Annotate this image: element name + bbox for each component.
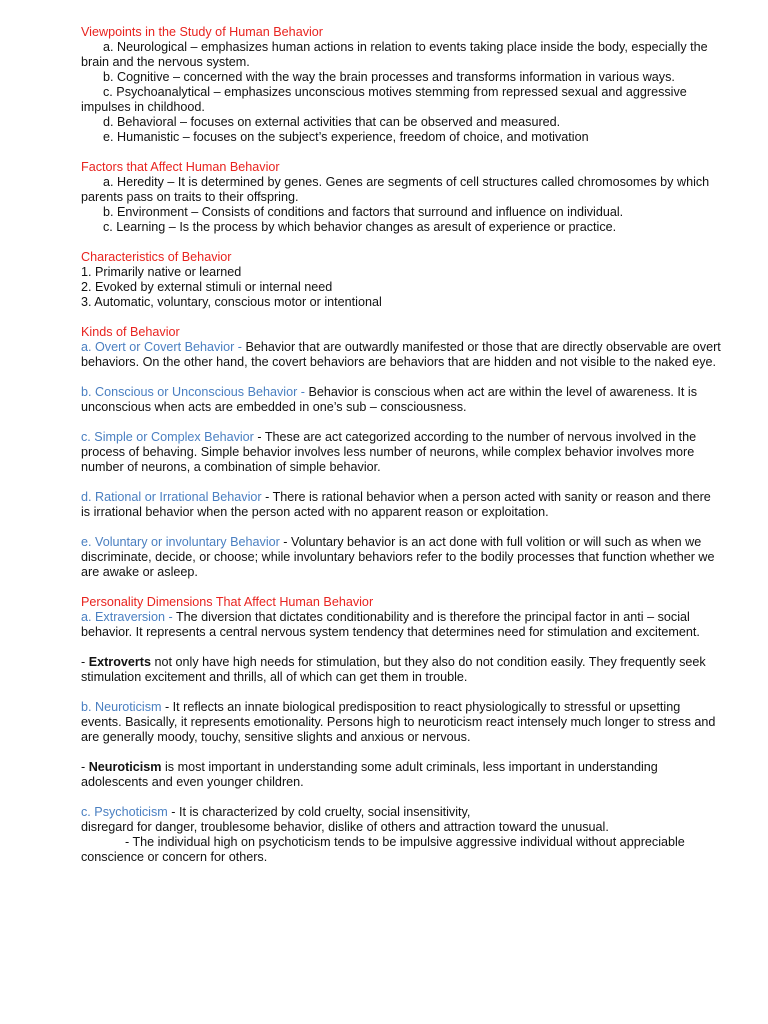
psychoticism-text-line2: disregard for danger, troublesome behavior, dislike of others and attraction toward the unusual.	[81, 820, 609, 834]
psychoticism-text-line1: - It is characterized by cold cruelty, social insensitivity,	[167, 805, 471, 819]
personality-heading: Personality Dimensions That Affect Human Behavior	[81, 595, 374, 609]
kind-text: Behavior that are outwardly manifested or those that are directly observable are overt behaviors. On the other hand, the covert behaviors are behaviors that are hidden and not visible to the naked eye.	[81, 340, 721, 369]
characteristic-item: 3. Automatic, voluntary, conscious motor or intentional	[81, 295, 382, 309]
viewpoint-humanistic: e. Humanistic – focuses on the subject’s experience, freedom of choice, and motivation	[103, 130, 589, 144]
psychoticism-term: c. Psychoticism	[81, 805, 168, 819]
psychoticism-paragraph	[81, 805, 721, 820]
dash-prefix: -	[81, 655, 89, 669]
neuroticism-text: - It reflects an innate biological predisposition to react physiologically to stressful or upsetting events. Basically, it represents emotionality. Persons high to neuroticism react intensely much longer to stress and are generally moody, touchy, sensitive slights and anxious or nervous.	[81, 700, 716, 744]
extraversion-paragraph	[81, 610, 721, 640]
kind-term: d. Rational or Irrational Behavior	[81, 490, 262, 504]
neuroticism-paragraph	[81, 700, 721, 745]
psychoticism-note: - The individual high on psychoticism tends to be impulsive aggressive individual without appreciable conscience or concern for others.	[81, 835, 685, 864]
kind-term: e. Voluntary or involuntary Behavior	[81, 535, 280, 549]
extraversion-text: The diversion that dictates conditionability and is therefore the principal factor in anti – social behavior. It represents a central nervous system tendency that determines need for stimulation and excitement.	[81, 610, 700, 639]
characteristic-item: 2. Evoked by external stimuli or internal need	[81, 280, 333, 294]
viewpoint-behavioral: d. Behavioral – focuses on external activities that can be observed and measured.	[103, 115, 561, 129]
kind-voluntary-involuntary	[81, 535, 721, 580]
kind-term: b. Conscious or Unconscious Behavior -	[81, 385, 305, 399]
kind-text: - These are act categorized according to the number of nervous involved in the process of behaving. Simple behavior involves less number of neurons, while complex behavior involves more number of neurons, a combination of simple behavior.	[81, 430, 697, 474]
kind-simple-complex	[81, 430, 721, 475]
extroverts-bold: Extroverts	[88, 655, 152, 669]
neuroticism-note-text: is most important in understanding some adult criminals, less important in understanding adolescents and even younger children.	[81, 760, 658, 789]
kind-text: - Voluntary behavior is an act done with full volition or will such as when we discriminate, decide, or choose; while involuntary behaviors refer to the bodily processes that function whether we are awake or asleep.	[81, 535, 715, 579]
viewpoint-psychoanalytical: c. Psychoanalytical – emphasizes unconscious motives stemming from repressed sexual and aggressive impulses in childhood.	[81, 85, 687, 114]
kind-term: c. Simple or Complex Behavior	[81, 430, 254, 444]
kinds-heading: Kinds of Behavior	[81, 325, 180, 339]
neuroticism-note-paragraph	[81, 760, 721, 790]
factor-environment: b. Environment – Consists of conditions and factors that surround and influence on individual.	[103, 205, 624, 219]
dash-prefix: -	[81, 760, 89, 774]
neuroticism-bold: Neuroticism	[88, 760, 162, 774]
factor-learning: c. Learning – Is the process by which behavior changes as aresult of experience or practice.	[103, 220, 617, 234]
neuroticism-term: b. Neuroticism	[81, 700, 162, 714]
viewpoint-cognitive: b. Cognitive – concerned with the way the brain processes and transforms information in various ways.	[103, 70, 675, 84]
factors-heading: Factors that Affect Human Behavior	[81, 160, 280, 174]
kind-term: a. Overt or Covert Behavior -	[81, 340, 242, 354]
kind-rational-irrational	[81, 490, 721, 520]
characteristic-item: 1. Primarily native or learned	[81, 265, 242, 279]
extroverts-paragraph	[81, 655, 721, 685]
kind-overt-covert	[81, 340, 721, 370]
kind-conscious-unconscious	[81, 385, 721, 415]
kind-text: - There is rational behavior when a person acted with sanity or reason and there is irrational behavior when the person acted with no apparent reason or exploitation.	[81, 490, 711, 519]
extraversion-term: a. Extraversion -	[81, 610, 173, 624]
extroverts-text: not only have high needs for stimulation, but they also do not condition easily. They frequently seek stimulation excitement and thrills, all of which can get them in trouble.	[81, 655, 706, 684]
viewpoint-neurological: a. Neurological – emphasizes human actions in relation to events taking place inside the body, especially the brain and the nervous system.	[81, 40, 708, 69]
factor-heredity: a. Heredity – It is determined by genes. Genes are segments of cell structures called chromosomes by which parents pass on traits to their offspring.	[81, 175, 710, 204]
document-page	[81, 25, 721, 865]
viewpoints-heading: Viewpoints in the Study of Human Behavior	[81, 25, 323, 39]
kind-text: Behavior is conscious when act are within the level of awareness. It is unconscious when acts are embedded in one’s sub – consciousness.	[81, 385, 697, 414]
characteristics-heading: Characteristics of Behavior	[81, 250, 232, 264]
